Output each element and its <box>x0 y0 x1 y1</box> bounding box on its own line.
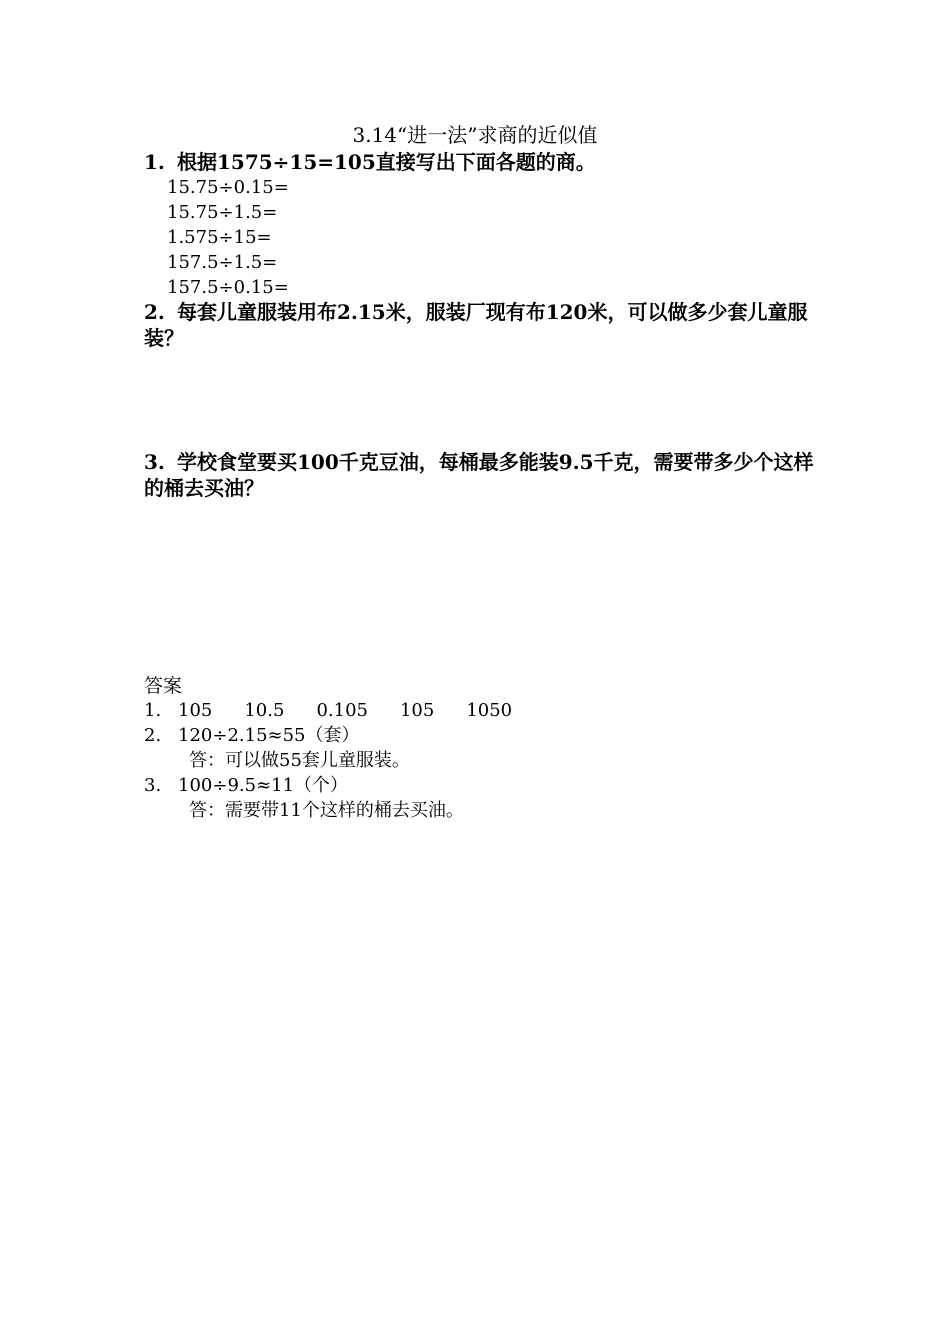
answer-1 <box>144 698 512 723</box>
question-3 <box>144 449 814 501</box>
question-1-item-5: 157.5÷0.15= <box>167 277 289 298</box>
question-2 <box>144 299 814 351</box>
question-text: 根据1575÷15=105直接写出下面各题的商。 <box>177 150 596 174</box>
answer-2 <box>144 723 360 748</box>
question-number: 2. <box>144 300 165 324</box>
question-number: 3. <box>144 450 165 474</box>
question-1-item-4: 157.5÷1.5= <box>167 252 278 273</box>
answer-formula: 120÷2.15≈55（套） <box>178 725 360 746</box>
answer-number: 3. <box>144 775 162 796</box>
answer-number: 2. <box>144 725 162 746</box>
question-1 <box>144 149 814 175</box>
answer-value: 105 <box>399 700 435 721</box>
question-number: 1. <box>144 150 165 174</box>
answer-formula: 100÷9.5≈11（个） <box>178 775 349 796</box>
answer-number: 1. <box>144 700 162 721</box>
answer-1-values <box>178 700 512 721</box>
answer-value: 1050 <box>466 700 513 721</box>
question-1-item-2: 15.75÷1.5= <box>167 202 278 223</box>
question-text: 学校食堂要买100千克豆油，每桶最多能装9.5千克，需要带多少个这样的桶去买油？ <box>144 450 814 500</box>
question-1-item-3: 1.575÷15= <box>167 227 272 248</box>
answer-value: 105 <box>178 700 213 721</box>
question-text: 每套儿童服装用布2.15米，服装厂现有布120米，可以做多少套儿童服装？ <box>144 300 808 350</box>
answer-2-reply: 答：可以做55套儿童服装。 <box>189 750 410 771</box>
answers-heading: 答案 <box>144 675 183 697</box>
answer-value: 0.105 <box>316 700 368 721</box>
answer-3-reply: 答：需要带11个这样的桶去买油。 <box>189 800 464 821</box>
answer-3 <box>144 773 348 798</box>
answer-value: 10.5 <box>244 700 285 721</box>
page-title: 3.14“进一法”求商的近似值 <box>352 123 598 147</box>
question-1-item-1: 15.75÷0.15= <box>167 177 289 198</box>
